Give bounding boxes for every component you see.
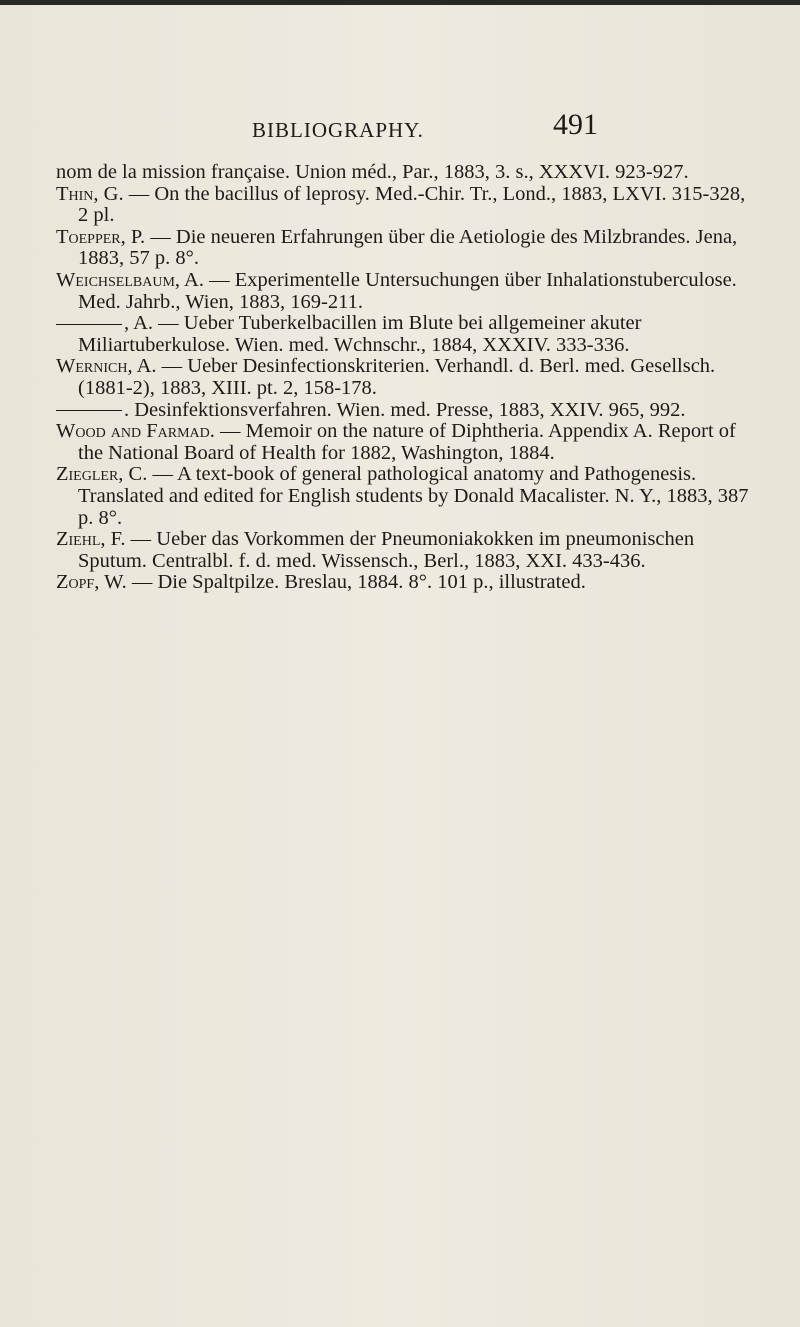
entry-text: , A. — Ueber Tuberkelbacillen im Blute bei allgemeiner akuter Miliartuberkulose. Wien. med. Wchnschr., 1884, XXXIV. 333-336.: [78, 312, 642, 356]
entry-author: Wood and Farmad: [56, 420, 210, 443]
bibliography-entry: [56, 529, 756, 572]
bibliography-entry: [56, 464, 756, 529]
running-title: BIBLIOGRAPHY.: [252, 118, 424, 142]
entry-author: Thin: [56, 182, 94, 205]
entry-author: Ziegler: [56, 463, 119, 486]
entry-author: Weichselbaum: [56, 268, 175, 291]
bibliography-entry: [56, 572, 756, 594]
bibliography-entry: [56, 227, 756, 270]
entry-author: Toepper: [56, 225, 121, 248]
bibliography-entry: [56, 400, 756, 422]
bibliography-list: [56, 162, 756, 594]
entry-author: Zopf: [56, 571, 95, 594]
entry-text: , W. — Die Spaltpilze. Breslau, 1884. 8°. 101 p., illustrated.: [94, 571, 586, 594]
entry-text: . Desinfektionsverfahren. Wien. med. Presse, 1883, XXIV. 965, 992.: [124, 398, 686, 421]
entry-text: , G. — On the bacillus of leprosy. Med.-Chir. Tr., Lond., 1883, LXVI. 315-328, 2 pl.: [78, 182, 746, 227]
bibliography-entry: [56, 184, 756, 227]
page-top-edge: [0, 0, 800, 5]
entry-text: , F. — Ueber das Vorkommen der Pneumoniakokken im pneumonischen Sputum. Centralbl. f. d. med. Wissensch., Berl., 1883, XXI. 433-436.: [78, 528, 695, 572]
entry-text: , A. — Ueber Desinfectionskriterien. Verhandl. d. Berl. med. Gesellsch. (1881-2), 1883, XIII. pt. 2, 158-178.: [78, 355, 716, 399]
entry-text: . — Memoir on the nature of Diphtheria. Appendix A. Report of the National Board of Health for 1882, Washington, 1884.: [78, 420, 736, 464]
ditto-dash: [56, 410, 122, 411]
bibliography-entry: [56, 421, 756, 464]
bibliography-entry: [56, 270, 756, 313]
page-number: 491: [553, 108, 598, 141]
bibliography-entry: [56, 313, 756, 356]
entry-text: , C. — A text-book of general pathological anatomy and Pathogenesis. Translated and edited for English students by Donald Macalister. N. Y., 1883, 387 p. 8°.: [78, 463, 749, 529]
entry-text: , A. — Experimentelle Untersuchungen über Inhalationstuberculose. Med. Jahrb., Wien, 1883, 169-211.: [78, 268, 737, 313]
entry-author: Ziehl: [56, 528, 101, 551]
entry-author: Wernich: [56, 355, 128, 378]
bibliography-entry: [56, 162, 756, 184]
entry-text: nom de la mission française. Union méd., Par., 1883, 3. s., XXXVI. 923-927.: [56, 161, 689, 183]
entry-text: , P. — Die neueren Erfahrungen über die Aetiologie des Milzbrandes. Jena, 1883, 57 p. 8°.: [78, 225, 738, 270]
ditto-dash: [56, 324, 122, 325]
page-header: [0, 104, 800, 144]
bibliography-entry: [56, 356, 756, 399]
